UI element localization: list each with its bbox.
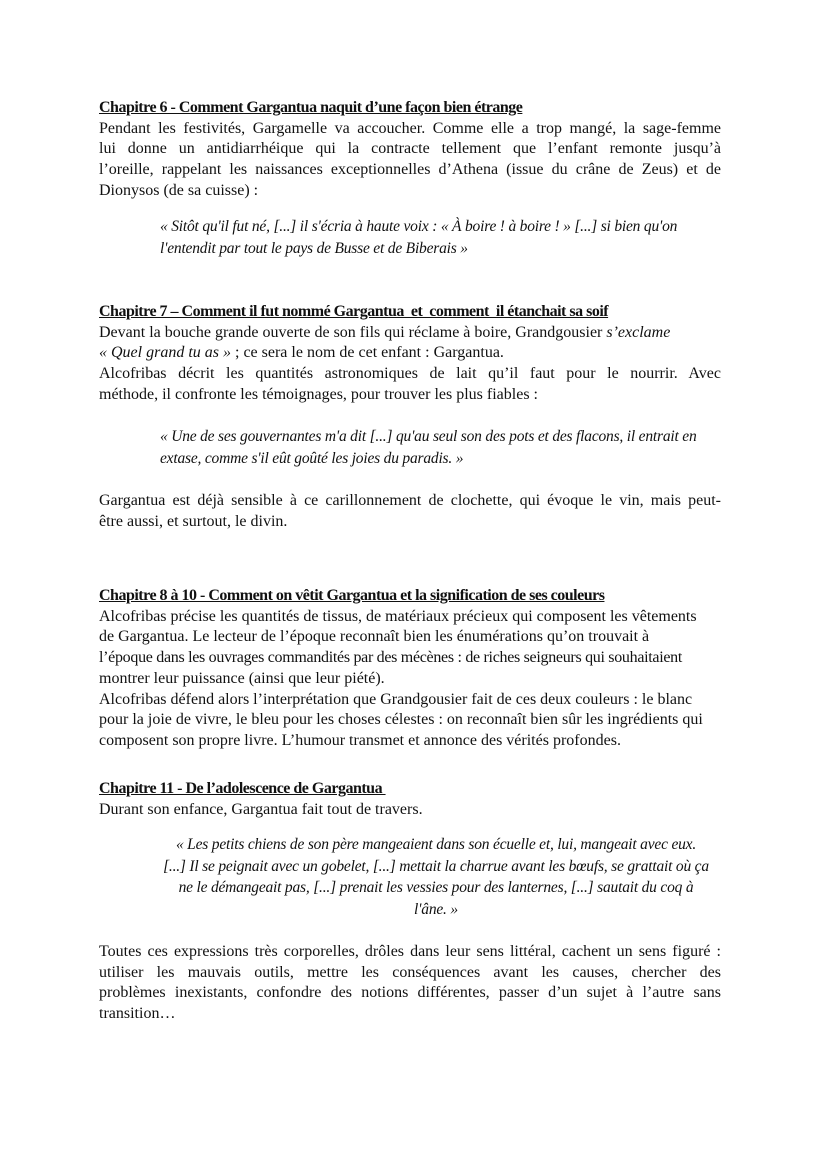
paragraph-line: l’oreille, rappelant les naissances exceptionnelles d’Athena (issue du crâne de Zeus) et de [99, 161, 721, 179]
quote-line: ne le démangeait pas, [...] prenait les vessies pour des lanternes, [...] sautait du coq à [178, 879, 694, 896]
paragraph-line: lui donne un antidiarrhéique qui la contracte tellement que l’enfant remonte jusqu’à [99, 140, 721, 158]
quote-line: « Les petits chiens de son père mangeaient dans son écuelle et, lui, mangeait avec eux. [175, 836, 697, 853]
chapter-7-quote [160, 426, 712, 469]
paragraph-line: Alcofribas précise les quantités de tissus, de matériaux précieux qui composent les vêtements [99, 607, 697, 625]
chapter-6-section [99, 98, 721, 202]
paragraph-line: méthode, il confronte les témoignages, pour trouver les plus fiables : [99, 385, 538, 403]
paragraph-line: Durant son enfance, Gargantua fait tout de travers. [99, 800, 423, 818]
paragraph-line: Alcofribas défend alors l’interprétation que Grandgousier fait de ces deux couleurs : le blanc [99, 690, 693, 708]
paragraph-line: composent son propre livre. L’humour transmet et annonce des vérités profondes. [99, 731, 621, 749]
paragraph-line: utiliser les mauvais outils, mettre les conséquences avant les causes, chercher des [99, 963, 721, 981]
chapter-6-heading: Chapitre 6 - Comment Gargantua naquit d’une façon bien étrange [99, 99, 523, 116]
chapter-7-heading: Chapitre 7 – Comment il fut nommé Gargantua et comment il étanchait sa soif [99, 303, 609, 320]
chapter-6-quote [160, 216, 712, 259]
chapter-8-heading: Chapitre 8 à 10 - Comment on vêtit Gargantua et la signification de ses couleurs [99, 587, 605, 604]
paragraph-line: de Gargantua. Le lecteur de l’époque reconnaît bien les énumérations qu’on trouvait à [99, 628, 650, 646]
paragraph-line: problèmes inexistants, confondre des notions différentes, passer d’un sujet à l’autre sans [99, 984, 721, 1002]
quote-line: « Sitôt qu'il fut né, [...] il s'écria à haute voix : « À boire ! à boire ! » [...] si bien qu'on [160, 218, 678, 235]
chapter-11-section [99, 779, 721, 820]
paragraph-line: pour la joie de vivre, le bleu pour les choses célestes : on reconnaît bien sûr les ingrédients qui [99, 711, 703, 729]
quote-line: l'entendit par tout le pays de Busse et de Biberais » [160, 239, 468, 257]
paragraph-line: Pendant les festivités, Gargamelle va accoucher. Comme elle a trop mangé, la sage-femme [99, 119, 721, 137]
paragraph-line [99, 323, 721, 344]
paragraph-line: Toutes ces expressions très corporelles, drôles dans leur sens littéral, cachent un sens figuré : [99, 943, 721, 960]
quote-line: [...] Il se peignait avec un gobelet, [...] mettait la charrue avant les bœufs, se grattait où ça [163, 857, 709, 875]
paragraph-line: transition… [99, 1005, 176, 1023]
italic-text: « Quel grand tu as » [99, 344, 231, 362]
italic-text: s’exclame [606, 323, 671, 341]
quote-line: l'âne. » [414, 900, 458, 918]
paragraph-line: être aussi, et surtout, le divin. [99, 512, 288, 530]
text: ; ce sera le nom de cet enfant : Gargantua. [231, 344, 504, 362]
paragraph-line: montrer leur puissance (ainsi que leur piété). [99, 669, 385, 687]
quote-line: « Une de ses gouvernantes m'a dit [...] qu'au seul son des pots et des flacons, il entrait en [160, 428, 697, 445]
chapter-11-heading: Chapitre 11 - De l’adolescence de Gargantua [99, 780, 386, 797]
chapter-11-quote [160, 834, 712, 920]
paragraph-line [99, 343, 721, 364]
paragraph-line: Alcofribas décrit les quantités astronomiques de lait qu’il faut pour le nourrir. Avec [99, 365, 721, 383]
quote-line: extase, comme s'il eût goûté les joies du paradis. » [160, 449, 464, 467]
chapter-11-conclusion [99, 942, 721, 1025]
chapter-7-section [99, 302, 721, 406]
chapter-7-conclusion [99, 491, 721, 532]
paragraph-line: Gargantua est déjà sensible à ce carillonnement de clochette, qui évoque le vin, mais peut- [99, 492, 721, 509]
paragraph-line: l’époque dans les ouvrages commandités par des mécènes : de riches seigneurs qui souhaitaient [99, 649, 683, 667]
chapter-8-section [99, 586, 721, 752]
text: Devant la bouche grande ouverte de son fils qui réclame à boire, Grandgousier [99, 323, 607, 341]
paragraph-line: Dionysos (de sa cuisse) : [99, 181, 259, 199]
